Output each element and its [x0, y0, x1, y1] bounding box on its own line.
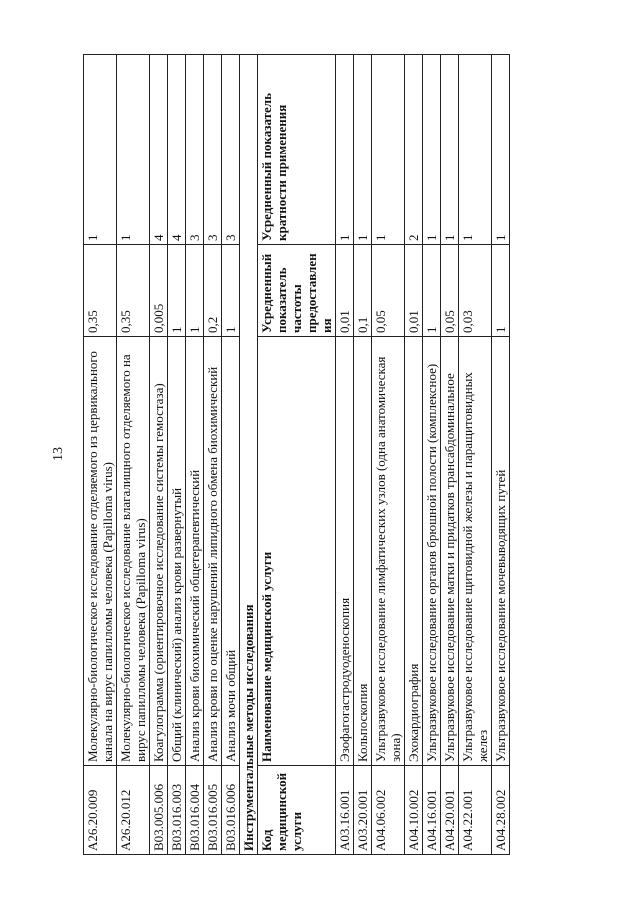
- frequency-value: 0,35: [117, 245, 150, 337]
- multiplicity-value: 2: [405, 55, 423, 245]
- service-code: A04.22.001: [459, 766, 492, 855]
- service-code: B03.016.006: [222, 766, 240, 855]
- table-row: [336, 55, 354, 855]
- service-name: Коагулограмма (ориентировочное исследование системы гемостаза): [150, 337, 168, 766]
- service-code: B03.016.005: [204, 766, 222, 855]
- service-name: Ультразвуковое исследование мочевыводящих путей: [492, 337, 510, 766]
- multiplicity-value: 3: [222, 55, 240, 245]
- section-title: Инструментальные методы исследования: [240, 55, 258, 855]
- multiplicity-value: 1: [459, 55, 492, 245]
- page-number: 13: [51, 447, 66, 461]
- column-header-row: [258, 55, 336, 855]
- service-code: A03.20.001: [354, 766, 372, 855]
- header-frequency: Усредненный показатель частоты предоставления: [258, 245, 336, 337]
- multiplicity-value: 1: [117, 55, 150, 245]
- table-row: [186, 55, 204, 855]
- multiplicity-value: 1: [423, 55, 441, 245]
- frequency-value: 1: [423, 245, 441, 337]
- frequency-value: 0,03: [459, 245, 492, 337]
- multiplicity-value: 1: [441, 55, 459, 245]
- frequency-value: 0,05: [441, 245, 459, 337]
- table-row: [204, 55, 222, 855]
- service-name: Анализ крови по оценке нарушений липидного обмена биохимический: [204, 337, 222, 766]
- service-code: A04.10.002: [405, 766, 423, 855]
- service-name: Эзофагогастродуоденоскопия: [336, 337, 354, 766]
- service-code: B03.016.004: [186, 766, 204, 855]
- service-code: A04.16.001: [423, 766, 441, 855]
- service-code: A04.20.001: [441, 766, 459, 855]
- service-name: Анализ мочи общий: [222, 337, 240, 766]
- frequency-value: 0,2: [204, 245, 222, 337]
- service-code: B03.005.006: [150, 766, 168, 855]
- service-name: Молекулярно-биологическое исследование влагалищного отделяемого на вирус папилломы человека (Papilloma virus): [117, 337, 150, 766]
- service-name: Ультразвуковое исследование щитовидной железы и паращитовидных желез: [459, 337, 492, 766]
- table-row: [423, 55, 441, 855]
- table-row: [405, 55, 423, 855]
- service-code: A04.06.002: [372, 766, 405, 855]
- service-name: Анализ крови биохимический общетерапевтический: [186, 337, 204, 766]
- multiplicity-value: 1: [84, 55, 117, 245]
- header-name: Наименование медицинской услуги: [258, 337, 336, 766]
- frequency-value: 0,01: [336, 245, 354, 337]
- multiplicity-value: 1: [336, 55, 354, 245]
- frequency-value: 0,005: [150, 245, 168, 337]
- frequency-value: 0,01: [405, 245, 423, 337]
- rotated-table-container: [83, 55, 633, 855]
- service-code: A26.20.009: [84, 766, 117, 855]
- service-name: Эхокардиография: [405, 337, 423, 766]
- table-row: [372, 55, 405, 855]
- multiplicity-value: 1: [372, 55, 405, 245]
- table-row: [117, 55, 150, 855]
- service-name: Ультразвуковое исследование лимфатических узлов (одна анатомическая зона): [372, 337, 405, 766]
- service-code: A26.20.012: [117, 766, 150, 855]
- multiplicity-value: 4: [150, 55, 168, 245]
- service-name: Ультразвуковое исследование органов брюшной полости (комплексное): [423, 337, 441, 766]
- multiplicity-value: 1: [492, 55, 510, 245]
- multiplicity-value: 1: [354, 55, 372, 245]
- service-name: Общий (клинический) анализ крови развернутый: [168, 337, 186, 766]
- multiplicity-value: 3: [204, 55, 222, 245]
- table-row: [222, 55, 240, 855]
- table-row: [441, 55, 459, 855]
- frequency-value: 1: [222, 245, 240, 337]
- multiplicity-value: 3: [186, 55, 204, 245]
- table-row: [150, 55, 168, 855]
- header-code: Код медицинской услуги: [258, 766, 336, 855]
- service-name: Ультразвуковое исследование матки и придатков трансабдоминальное: [441, 337, 459, 766]
- service-code: A03.16.001: [336, 766, 354, 855]
- frequency-value: 1: [186, 245, 204, 337]
- service-name: Кольпоскопия: [354, 337, 372, 766]
- header-multiplicity: Усредненный показатель кратности применения: [258, 55, 336, 245]
- section-row: [240, 55, 258, 855]
- table-row: [459, 55, 492, 855]
- table-row: [492, 55, 510, 855]
- frequency-value: 0,35: [84, 245, 117, 337]
- table-row: [168, 55, 186, 855]
- services-table: [83, 54, 510, 855]
- frequency-value: 1: [492, 245, 510, 337]
- service-code: A04.28.002: [492, 766, 510, 855]
- service-code: B03.016.003: [168, 766, 186, 855]
- frequency-value: 1: [168, 245, 186, 337]
- frequency-value: 0,1: [354, 245, 372, 337]
- table-row: [354, 55, 372, 855]
- service-name: Молекулярно-биологическое исследование отделяемого из цервикального канала на вирус папилломы человека (Papilloma virus): [84, 337, 117, 766]
- multiplicity-value: 4: [168, 55, 186, 245]
- frequency-value: 0,05: [372, 245, 405, 337]
- table-row: [84, 55, 117, 855]
